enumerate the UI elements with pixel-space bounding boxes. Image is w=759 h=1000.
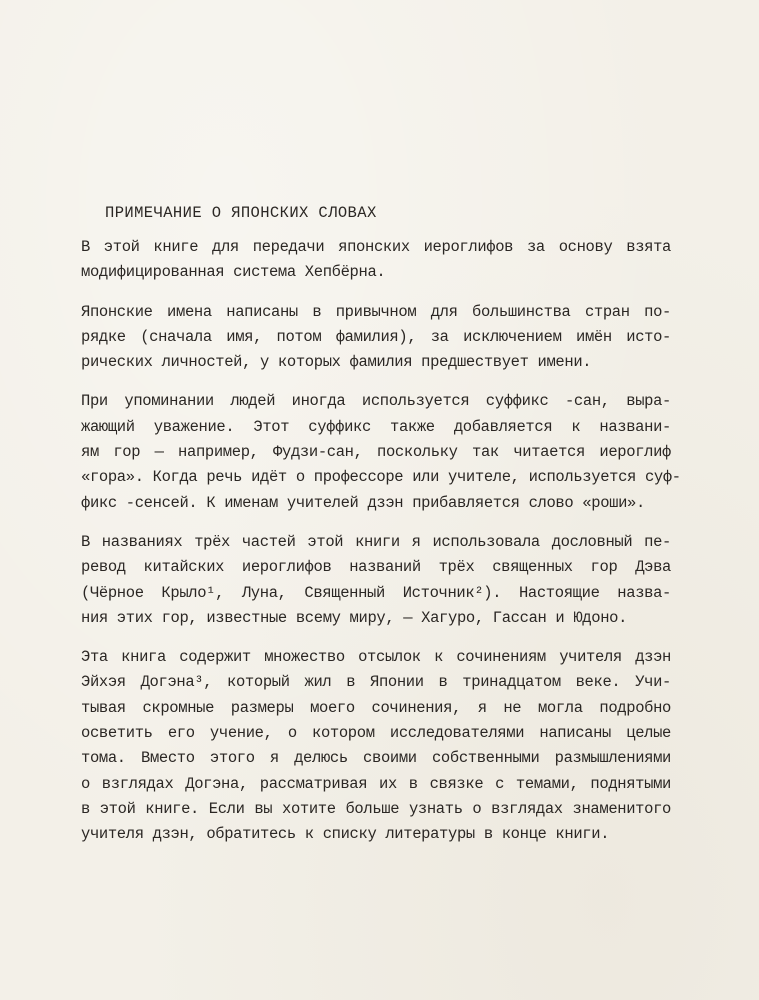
page-content <box>81 200 681 862</box>
paragraph-1 <box>81 235 671 286</box>
paragraph-4 <box>81 530 671 631</box>
text-line: тома. Вместо этого я делюсь своими собственными размышлениями <box>81 749 671 768</box>
text-line: тывая скромные размеры моего сочинения, я не могла подробно <box>81 698 671 717</box>
text-line: рических личностей, у которых фамилия предшествует имени. <box>81 353 592 372</box>
text-line: При упоминании людей иногда используется суффикс -сан, выра- <box>81 392 671 411</box>
text-line: ям гор — например, Фудзи-сан, поскольку так читается иероглиф <box>81 443 671 462</box>
section-heading: ПРИМЕЧАНИЕ О ЯПОНСКИХ СЛОВАХ <box>105 204 377 222</box>
paragraph-5 <box>81 645 671 847</box>
note-body <box>81 235 681 848</box>
text-line: «гора». Когда речь идёт о профессоре или учителе, используется суф- <box>81 468 681 487</box>
text-line: учителя дзэн, обратитесь к списку литературы в конце книги. <box>81 825 610 844</box>
text-line: о взглядах Догэна, рассматривая их в связке с темами, поднятыми <box>81 774 671 793</box>
text-line: В этой книге для передачи японских иероглифов за основу взята <box>81 238 671 256</box>
text-line: рядке (сначала имя, потом фамилия), за исключением имён исто- <box>81 327 671 346</box>
paragraph-3 <box>81 389 681 515</box>
text-line: в этой книге. Если вы хотите больше узнать о взглядах знаменитого <box>81 799 671 818</box>
text-line: (Чёрное Крыло¹, Луна, Священный Источник²). Настоящие назва- <box>81 583 671 602</box>
text-line: ревод китайских иероглифов названий трёх священных гор Дэва <box>81 558 671 577</box>
text-line: ния этих гор, известные всему миру, — Хагуро, Гассан и Юдоно. <box>81 608 628 627</box>
text-line: осветить его учение, о котором исследователями написаны целые <box>81 724 671 743</box>
text-line: жающий уважение. Этот суффикс также добавляется к названи- <box>81 417 671 436</box>
text-line: модифицированная система Хепбёрна. <box>81 263 386 282</box>
text-line: Эта книга содержит множество отсылок к сочинениям учителя дзэн <box>81 648 671 667</box>
paragraph-2 <box>81 300 671 376</box>
text-line: В названиях трёх частей этой книги я использовала дословный пе- <box>81 532 671 551</box>
text-line: фикс -сенсей. К именам учителей дзэн прибавляется слово «роши». <box>81 493 645 512</box>
text-line: Японские имена написаны в привычном для большинства стран по- <box>81 302 671 321</box>
text-line: Эйхэя Догэна³, который жил в Японии в тринадцатом веке. Учи- <box>81 673 671 692</box>
